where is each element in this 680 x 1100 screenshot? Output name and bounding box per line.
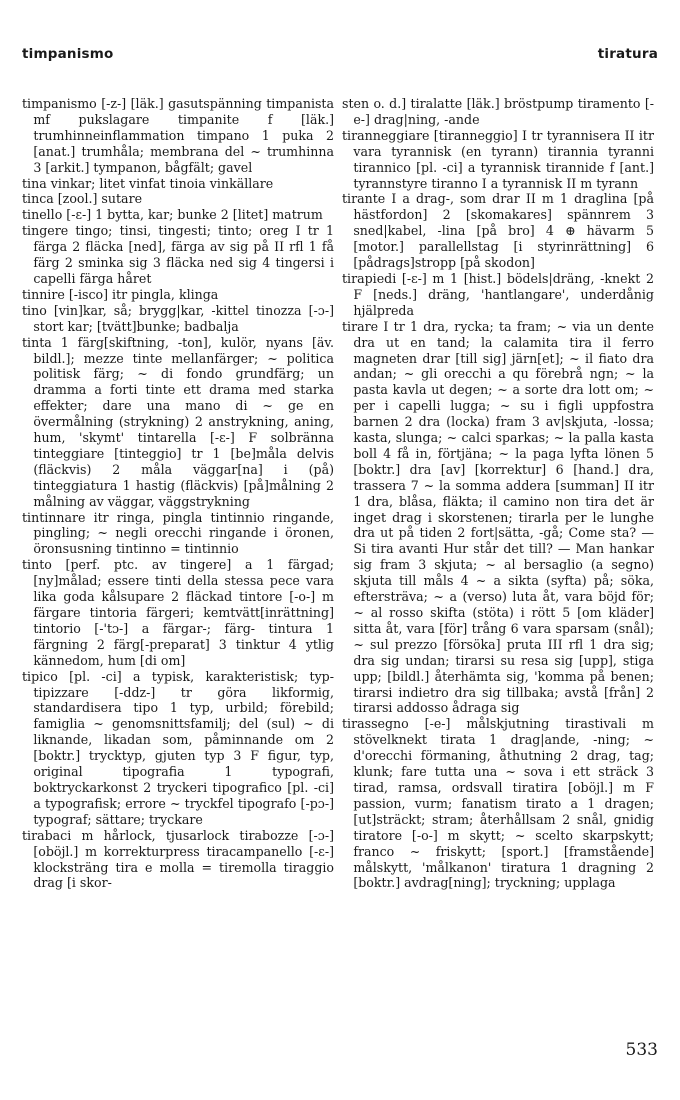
dictionary-entry: tiranneggiare [tiranneggio] I tr tyrannisera II itr vara tyrannisk (en tyrann) tirannia tyranni tirannico [pl. -ci] a tyrannisk tirannide f [ant.] tyrannstyre tiranno I a tyrannisk II m tyrann [342,127,654,191]
dictionary-entry: tinca [zool.] sutare [22,191,143,207]
left-column [22,96,334,996]
dictionary-entry: tino [vin]kar, så; brygg|kar, -kittel tinozza [-ɔ-] stort kar; [tvätt]bunke; badbalja [22,302,334,334]
dictionary-entry: tirassegno [-e-] målskjutning tirastivali m stövelknekt tirata 1 drag|ande, -ning; ~ d'orecchi förmaning, åthutning 2 drag, tag; klunk; fare tutta una ~ sova i ett sträck 3 tirad, ramsa, ordsvall tiratira [oböjl.] m F passion, vurm; fanatism tirato a 1 dragen; [ut]sträckt; stram; återhållsam 2 snål, gnidig tiratore [-o-] m skytt; ~ scelto skarpskytt; franco ~ friskytt; [sport.] [framstående] målskytt, 'målkanon' tiratura 1 dragning 2 [boktr.] avdrag[ning]; tryckning; upplaga [342,716,654,891]
right-column [342,96,654,996]
dictionary-entry: tirabaci m hårlock, tjusarlock tirabozze [-ɔ-] [oböjl.] m korrekturpress tiracampanello [-ɛ-] klocksträng tira e molla = tiremolla tiraggio drag [i skor- [22,827,334,891]
header-right-guideword: tiratura [597,46,658,62]
dictionary-entry: tingere tingo; tinsi, tingesti; tinto; oreg I tr 1 färga 2 fläcka [ned], färga av sig på II rfl 1 få färg 2 sminka sig 3 fläcka ned sig 4 tingersi i capelli färga håret [22,223,334,286]
dictionary-entry: tirapiedi [-ɛ-] m 1 [hist.] bödels|dräng, -knekt 2 F [neds.] dräng, 'hantlangare', underdånig hjälpreda [342,270,654,318]
dictionary-entry: tirare I tr 1 dra, rycka; ta fram; ~ via un dente dra ut en tand; la calamita tira il ferro magneten drar [till sig] järn[et]; ~ il fiato dra andan; ~ gli orecchi a qu förebrå ngn; ~ la pasta kavla ut degen; ~ a sorte dra lott om; ~ per i capelli lugga; ~ su i figli uppfostra barnen 2 dra (locka) fram 3 av|skjuta, -lossa; kasta, slunga; ~ calci sparkas; ~ la palla kasta boll 4 få in, förtjäna; ~ la paga lyfta lönen 5 [boktr.] dra [av] [korrektur] 6 [hand.] dra, trassera 7 ~ la somma addera [summan] II itr 1 dra, blåsa, fläkta; il camino non tira det är inget drag i skorstenen; tirarla per le lunghe dra ut på tiden 2 fort|sätta, -gå; Come sta? — Si tira avanti Hur står det till? — Man hankar sig fram 3 skjuta; ~ al bersaglio (a segno) skjuta till måls 4 ~ a sikta (syfta) på; söka, eftersträva; ~ a (verso) luta åt, vara böjd för; ~ al rosso skifta (stöta) i rött 5 [om kläder] sitta åt, vara [för] trång 6 vara sparsam (snål); ~ sul prezzo [försöka] pruta III rfl 1 dra sig; dra sig undan; tirarsi su resa sig [upp], stiga upp; [bildl.] återhämta sig, 'komma på benen; tirarsi indietro dra sig tillbaka; avstå [från] 2 tirarsi addosso ådraga sig [342,318,654,716]
dictionary-entry: tinto [perf. ptc. av tingere] a 1 färgad; [ny]målad; essere tinti della stessa pece vara lika goda kålsupare 2 fläckad tintore [-o-] m färgare tintoria färgeri; kemtvätt[inrättning] tintorio [-'tɔ-] a färgar-; färg- tintura 1 färgning 2 färg[-preparat] 3 tinktur 4 ytlig kännedom, hum [di om] [22,557,334,668]
dictionary-entry: timpanismo [-z-] [läk.] gasutspänning timpanista mf pukslagare timpanite f [läk.] trumhinneinflammation timpano 1 puka 2 [anat.] trumhåla; membrana del ~ trumhinna 3 [arkit.] tympanon, bågfält; gavel [22,96,334,175]
dictionary-entry: tinnire [-isco] itr pingla, klinga [22,286,219,302]
page-number: 533 [625,1040,658,1060]
running-header [22,46,658,66]
dictionary-entry: tinello [-ɛ-] 1 bytta, kar; bunke 2 [litet] matrum [22,207,323,223]
header-left-guideword: timpanismo [22,46,114,62]
dictionary-entry: tipico [pl. -ci] a typisk, karakteristisk; typ- tipizzare [-ddz-] tr göra likformig, standardisera tipo 1 typ, urbild; förebild; famiglia ~ genomsnittsfamilj; del (sul) ~ di liknande, likadan som, påminnande om 2 [boktr.] trycktyp, gjuten typ 3 F figur, typ, original tipografia 1 typografi, boktryckarkonst 2 tryckeri tipografico [pl. -ci] a typografisk; errore ~ tryckfel tipografo [-pɔ-] typograf; sättare; tryckare [22,668,334,827]
dictionary-entry: tintinnare itr ringa, pingla tintinnio ringande, pingling; ~ negli orecchi ringande i öronen, öronsusning tintinno = tintinnio [22,509,334,557]
dictionary-entry: tina vinkar; litet vinfat tinoia vinkällare [22,175,274,191]
dictionary-entry: tirante I a drag-, som drar II m 1 draglina [på hästfordon] 2 [skomakares] spännrem 3 sned|kabel, -lina [på bro] 4 ⊕ hävarm 5 [motor.] parallellstag [i styrinrättning] 6 [pådrags]stropp [på skodon] [342,191,654,271]
dictionary-entry: sten o. d.] tiralatte [läk.] bröstpump tiramento [-e-] drag|ning, -ande [342,96,654,127]
dictionary-entry: tinta 1 färg[skiftning, -ton], kulör, nyans [äv. bildl.]; mezze tinte mellanfärger; ~ politica politisk färg; ~ di fondo grundfärg; un dramma a forti tinte ett drama med starka effekter; dare una mano di ~ ge en övermålning (strykning) 2 anstrykning, aning, hum, 'skymt' tintarella [-ɛ-] F solbränna tinteggiare [tinteggio] tr 1 [be]måla delvis (fläckvis) 2 måla väggar[na] i (på) tinteggiatura 1 hastig (fläckvis) [på]målning 2 målning av väggar, väggstrykning [22,334,334,509]
